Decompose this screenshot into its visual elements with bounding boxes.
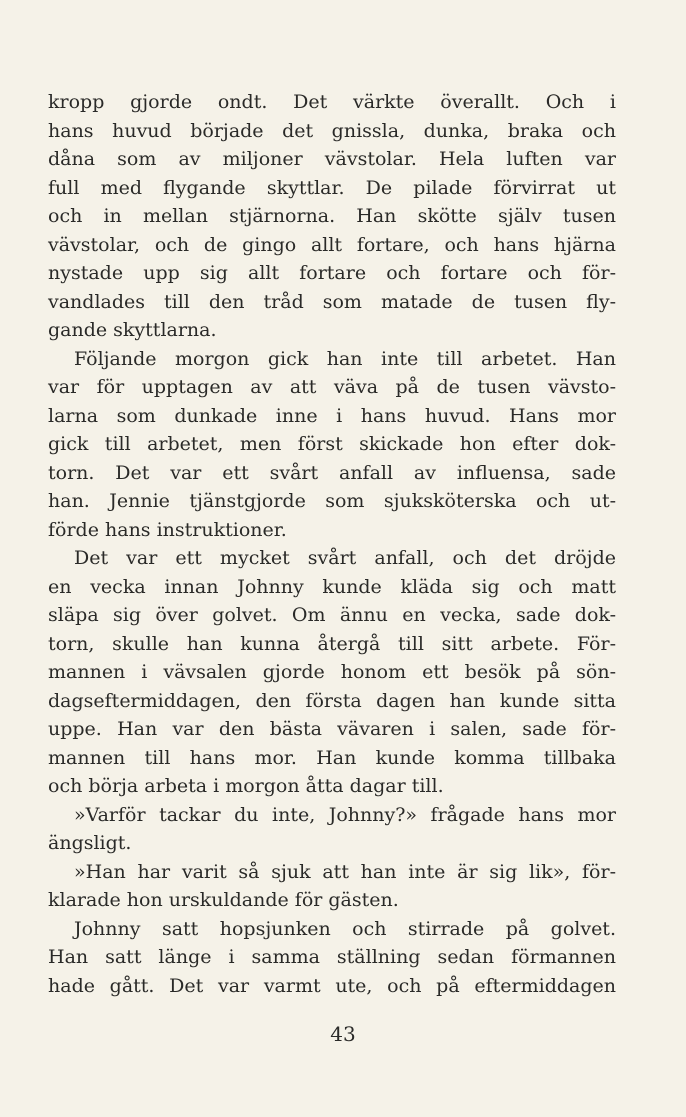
text-line: full med flygande skyttlar. De pilade förvirrat ut	[48, 176, 616, 199]
text-line: och in mellan stjärnorna. Han skötte själv tusen	[48, 205, 616, 227]
text-line: larna som dunkade inne i hans huvud. Hans mor	[48, 404, 616, 427]
text-line: »Varför tackar du inte, Johnny?» frågade hans mor	[74, 803, 616, 826]
text-line: en vecka innan Johnny kunde kläda sig och matt	[48, 575, 616, 598]
text-line: mannen i vävsalen gjorde honom ett besök på sön-	[48, 661, 616, 683]
text-line: släpa sig över golvet. Om ännu en vecka, sade dok-	[48, 604, 616, 626]
text-line: »Han har varit så sjuk att han inte är sig lik», för-	[74, 860, 616, 883]
text-line: Det var ett mycket svårt anfall, och det dröjde	[74, 547, 616, 569]
text-line: uppe. Han var den bästa vävaren i salen, sade för-	[48, 718, 616, 740]
text-line: gick till arbetet, men först skickade hon efter dok-	[48, 433, 616, 455]
text-line: torn, skulle han kunna återgå till sitt arbete. För-	[48, 632, 616, 655]
text-line: vandlades till den tråd som matade de tusen fly-	[48, 290, 616, 313]
text-line: ängsligt.	[48, 832, 132, 854]
text-line: nystade upp sig allt fortare och fortare och för-	[48, 262, 616, 284]
text-line: torn. Det var ett svårt anfall av influensa, sade	[48, 461, 616, 484]
text-line: var för upptagen av att väva på de tusen vävsto-	[48, 376, 616, 398]
text-line: förde hans instruktioner.	[48, 518, 287, 541]
text-line: klarade hon urskuldande för gästen.	[48, 889, 399, 911]
text-line: gande skyttlarna.	[48, 319, 217, 341]
text-line: han. Jennie tjänstgjorde som sjuksköterska och ut-	[48, 490, 616, 512]
text-line: mannen till hans mor. Han kunde komma tillbaka	[48, 746, 616, 769]
page-number: 43	[330, 1022, 356, 1046]
text-line: kropp gjorde ondt. Det värkte överallt. Och i	[48, 91, 616, 113]
text-line: hans huvud började det gnissla, dunka, braka och	[48, 119, 616, 142]
text-line: dåna som av miljoner vävstolar. Hela luften var	[48, 148, 616, 170]
body-text	[48, 88, 616, 1000]
text-line: Han satt länge i samma ställning sedan förmannen	[48, 946, 616, 968]
text-line: dagseftermiddagen, den första dagen han kunde sitta	[48, 689, 616, 712]
text-line: och börja arbeta i morgon åtta dagar till.	[48, 775, 444, 797]
text-line: Johnny satt hopsjunken och stirrade på golvet.	[74, 917, 616, 940]
text-line: vävstolar, och de gingo allt fortare, och hans hjärna	[48, 233, 616, 256]
text-line: Följande morgon gick han inte till arbetet. Han	[74, 347, 616, 370]
text-line: hade gått. Det var varmt ute, och på eftermiddagen	[48, 974, 616, 997]
